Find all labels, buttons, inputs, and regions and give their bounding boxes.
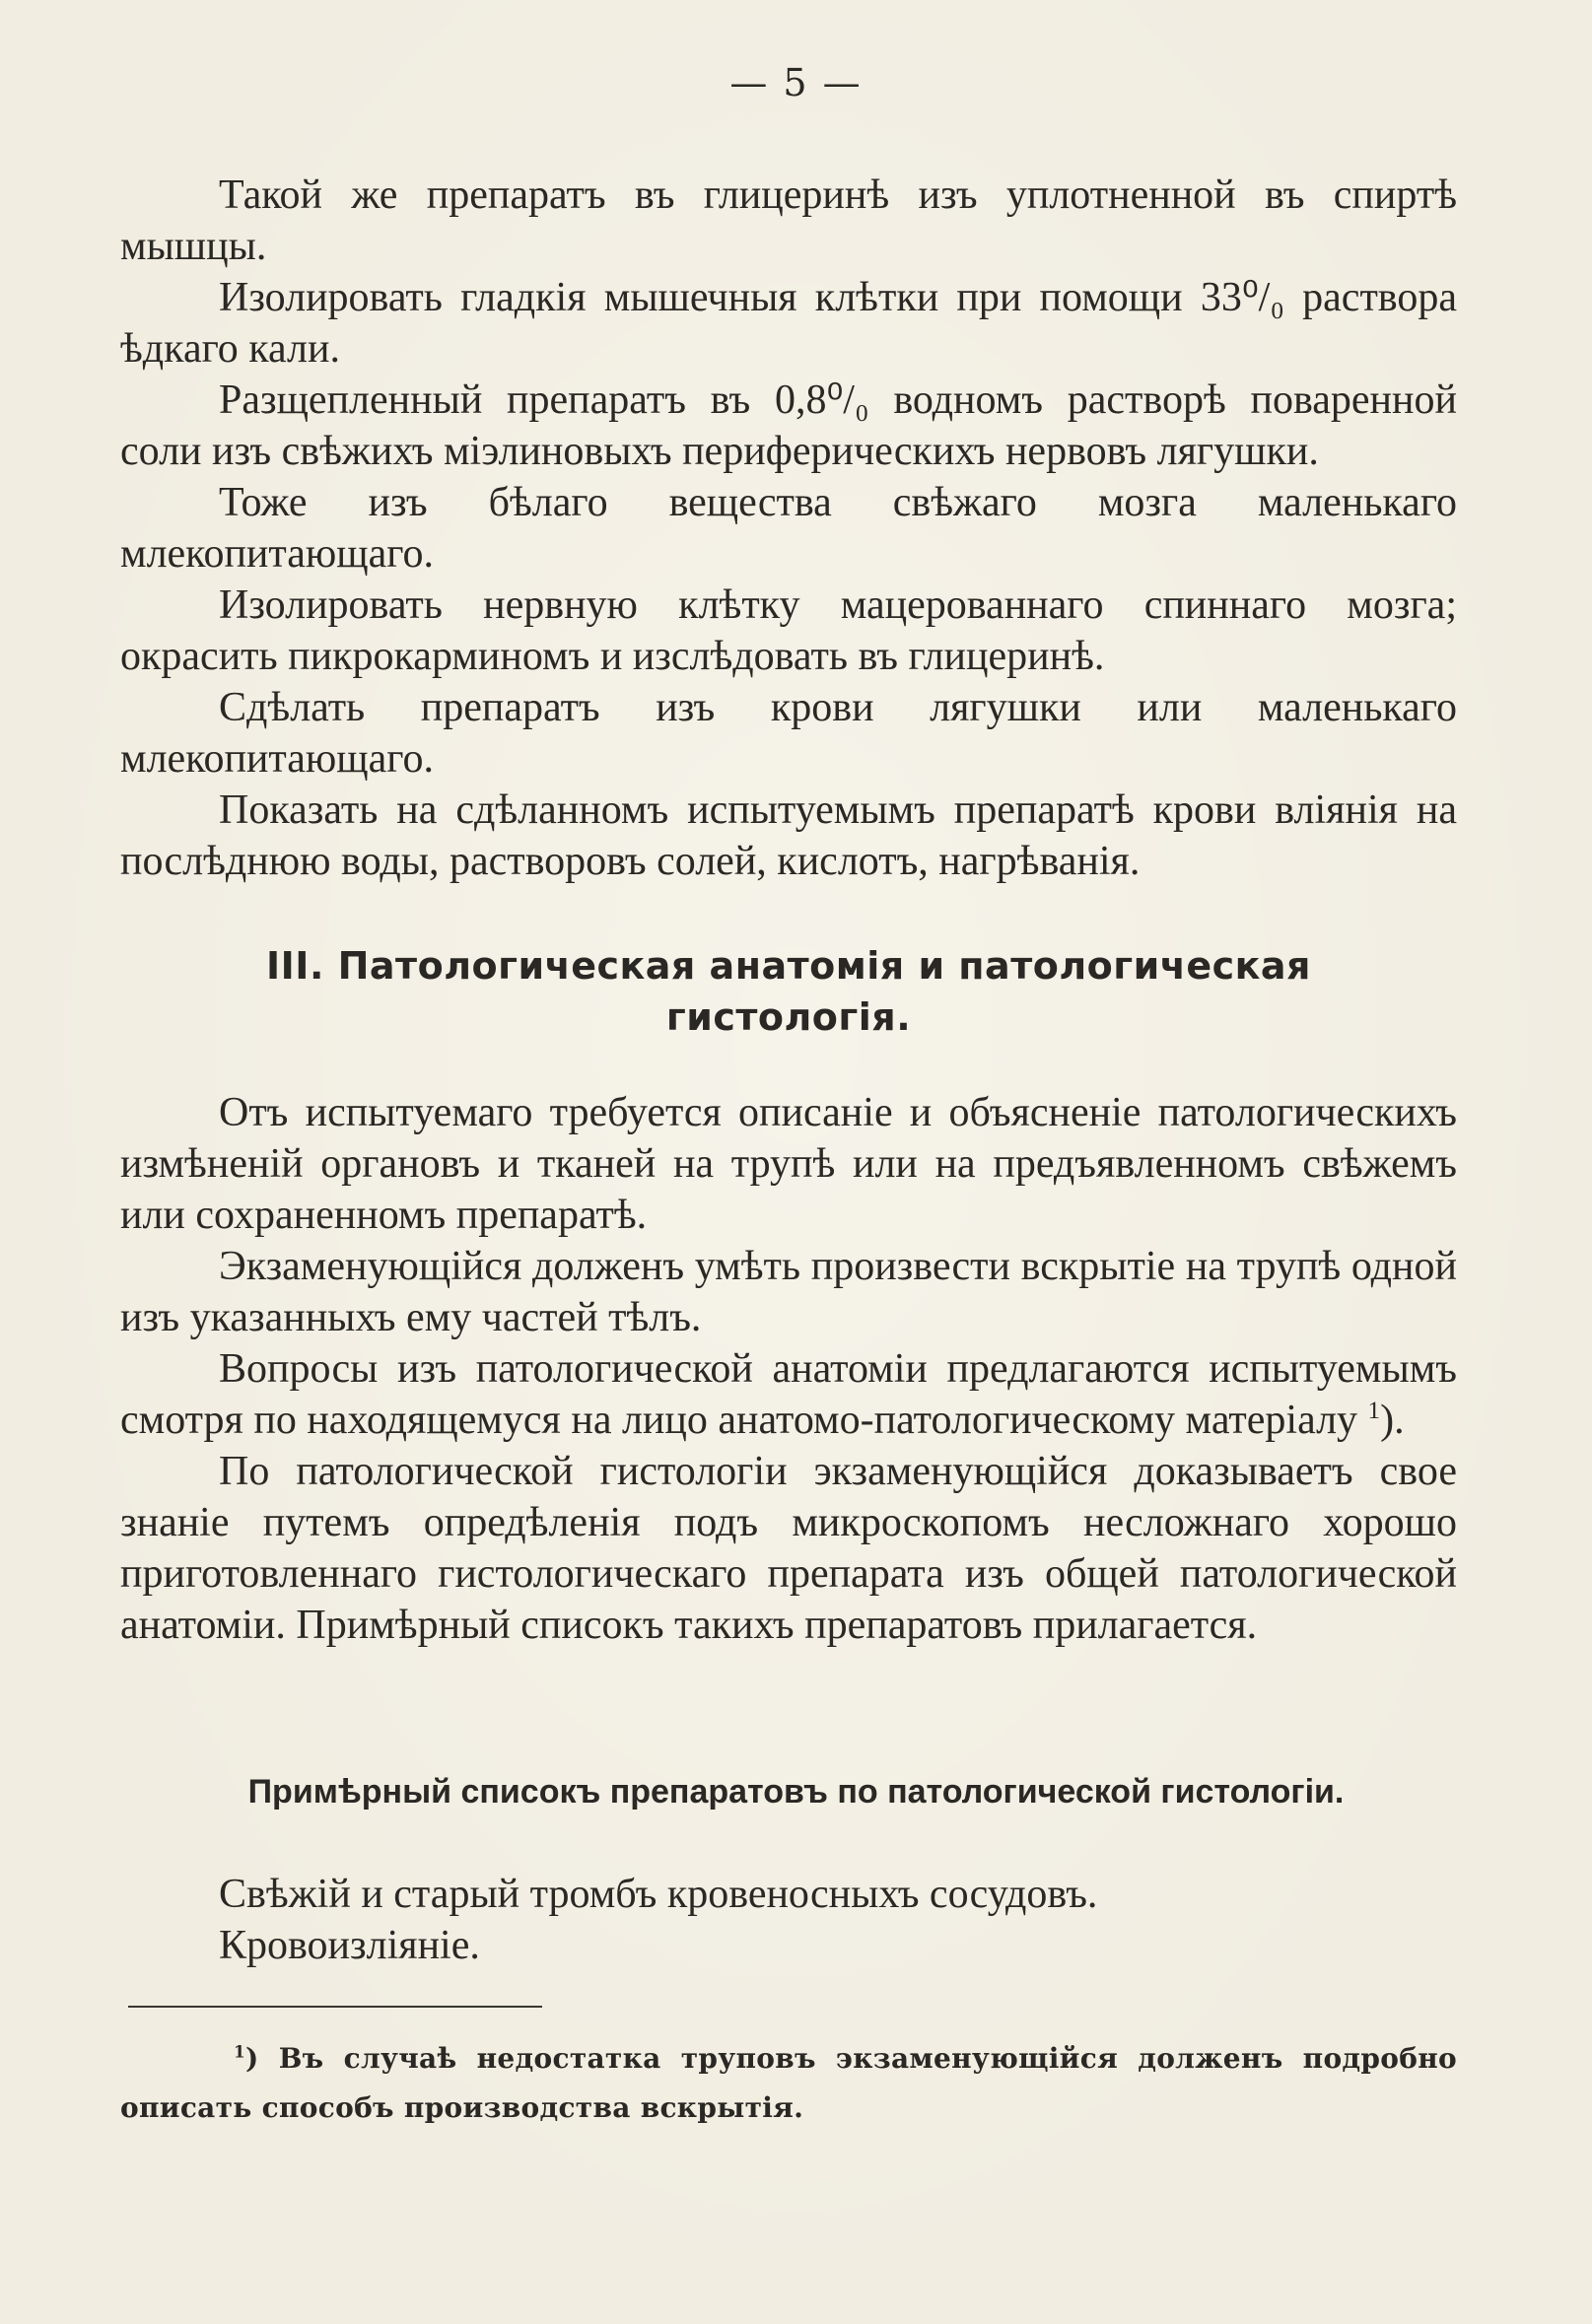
paragraph: Показать на сдѣланномъ испытуемымъ препаратѣ крови вліянія на послѣднюю воды, растворовъ солей, кислотъ, нагрѣванія. bbox=[120, 787, 1457, 884]
paragraph: Экзаменующійся долженъ умѣть произвести вскрытіе на трупѣ одной изъ указанныхъ ему частей тѣлъ. bbox=[120, 1244, 1457, 1340]
footnote-ref: 1 bbox=[1367, 1398, 1381, 1424]
paragraph: Изолировать нервную клѣтку мацерованнаго спиннаго мозга; окрасить пикрокарминомъ и изслѣдовать въ глицеринѣ. bbox=[120, 582, 1457, 679]
body-text-top bbox=[120, 170, 1457, 887]
section-heading-line-2: гистологія. bbox=[665, 995, 912, 1039]
page-number: — 5 — bbox=[729, 61, 863, 104]
body-text-section bbox=[120, 1087, 1457, 1651]
paragraph: Отъ испытуемаго требуется описаніе и объясненіе патологическихъ измѣненій органовъ и тканей на трупѣ или на предъявленномъ свѣжемъ или сохраненномъ препаратѣ. bbox=[120, 1090, 1457, 1238]
list-item: Кровоизліяніе. bbox=[219, 1923, 480, 1968]
paragraph-text: Вопросы изъ патологической анатоміи предлагаются испытуемымъ смотря по находящемуся на лицо анатомо-патологическому матеріалу bbox=[120, 1346, 1457, 1443]
paragraph-with-footnote-ref bbox=[120, 1343, 1457, 1446]
list-item: Свѣжій и старый тромбъ кровеносныхъ сосудовъ. bbox=[219, 1872, 1098, 1917]
section-heading-line-1: III. Патологическая анатомія и патологическая bbox=[266, 944, 1311, 988]
paragraph: Сдѣлать препаратъ изъ крови лягушки или маленькаго млекопитающаго. bbox=[120, 685, 1457, 782]
paragraph: Изолировать гладкія мышечныя клѣтки при помощи 33⁰/₀ раствора ѣдкаго кали. bbox=[120, 275, 1457, 372]
paragraph: Такой же препаратъ въ глицеринѣ изъ уплотненной въ спиртѣ мышцы. bbox=[120, 172, 1457, 269]
footnote-divider bbox=[128, 2006, 542, 2008]
paragraph: Разщепленный препаратъ въ 0,8⁰/₀ водномъ растворѣ поваренной соли изъ свѣжихъ міэлиновыхъ периферическихъ нервовъ лягушки. bbox=[120, 377, 1457, 474]
footnote bbox=[120, 2034, 1457, 2133]
paragraph-end: ). bbox=[1380, 1398, 1405, 1443]
paragraph: Тоже изъ бѣлаго вещества свѣжаго мозга маленькаго млекопитающаго. bbox=[120, 480, 1457, 577]
footnote-marker: 1 bbox=[234, 2041, 245, 2062]
footnote-marker-close: ) bbox=[244, 2042, 259, 2075]
preparations-list bbox=[120, 1869, 1457, 1971]
footnote-text: Въ случаѣ недостатка труповъ экзаменующійся долженъ подробно описать способъ производства вскрытія. bbox=[120, 2042, 1457, 2124]
list-heading: Примѣрный списокъ препаратовъ по патологической гистологіи. bbox=[247, 1773, 1345, 1811]
section-heading bbox=[148, 940, 1429, 1043]
paragraph: По патологической гистологіи экзаменующійся доказываетъ свое знаніе путемъ опредѣленія подъ микроскопомъ несложнаго хорошо приготовленнаго гистологическаго препарата изъ общей патологической анатоміи. Примѣрный списокъ такихъ препаратовъ прилагается. bbox=[120, 1449, 1457, 1648]
